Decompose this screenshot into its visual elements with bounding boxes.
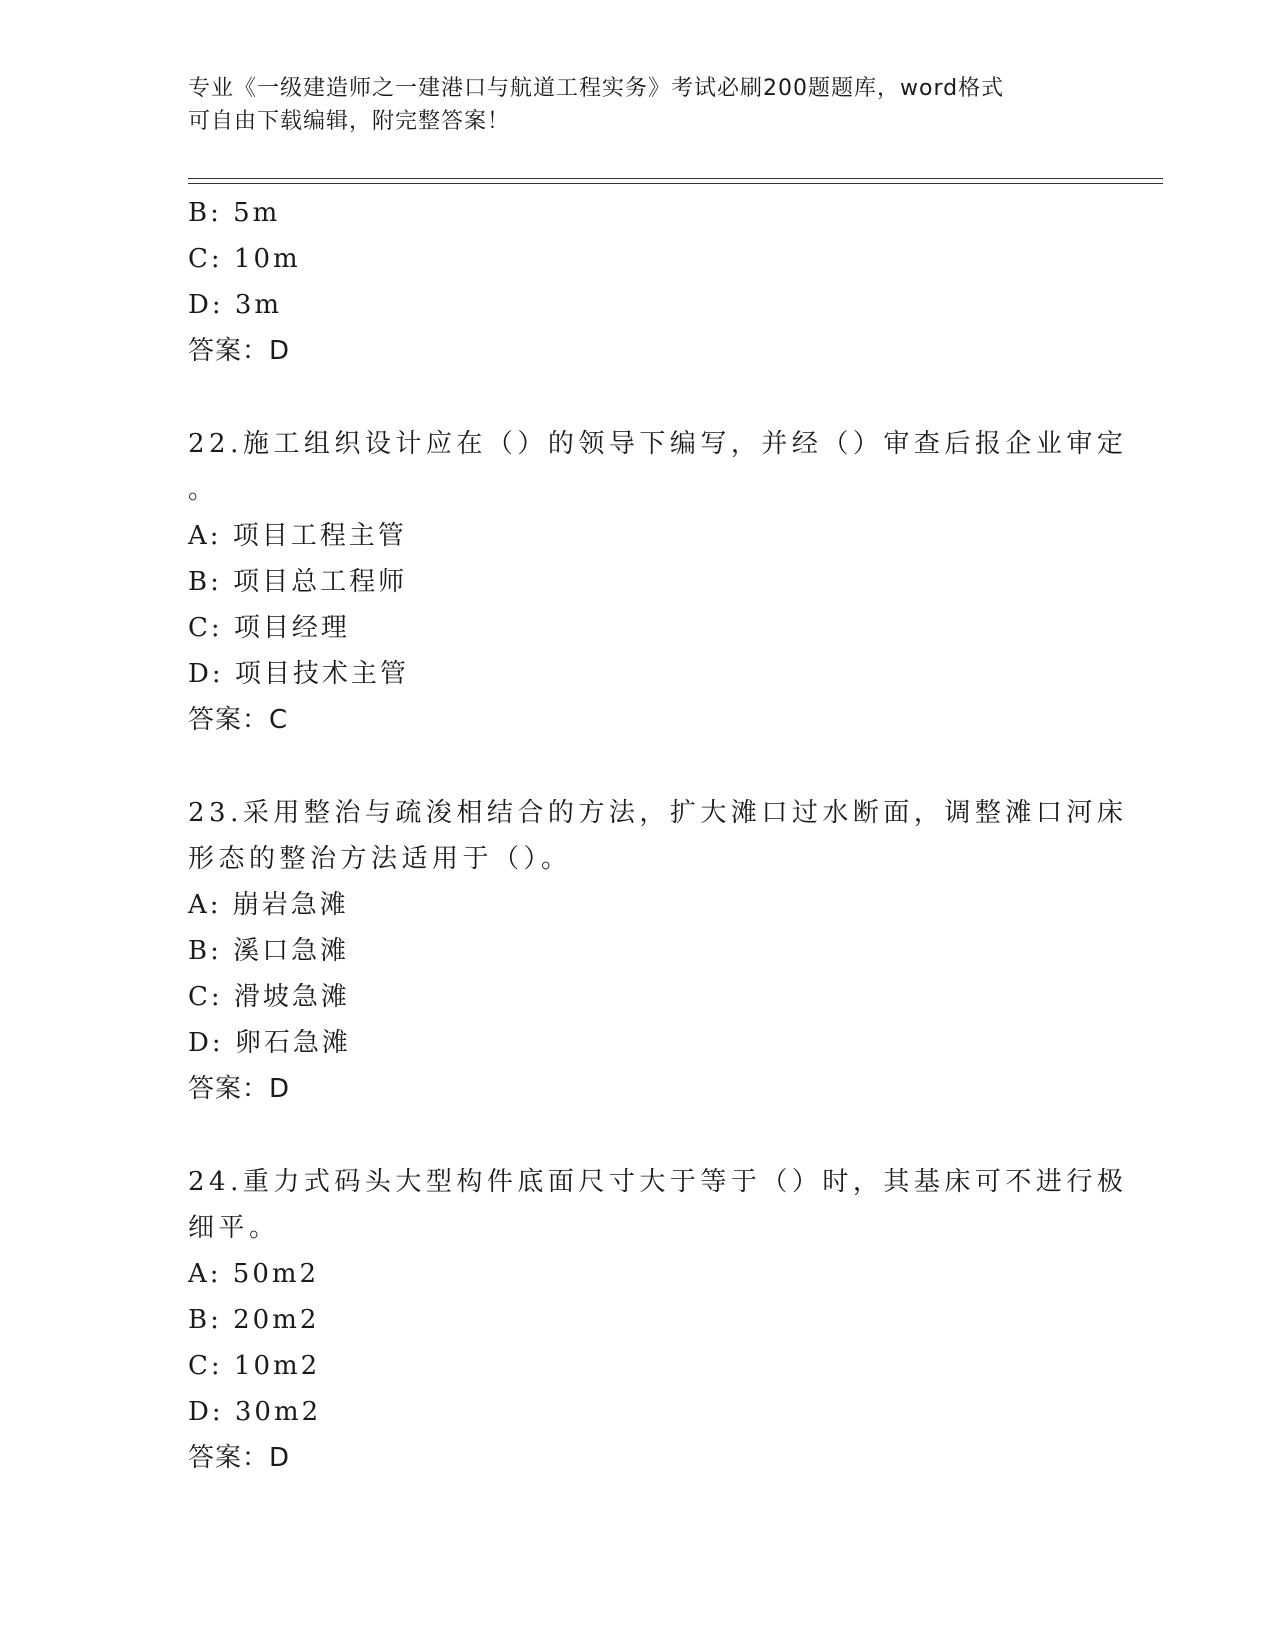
option-b: B: 项目总工程师: [188, 567, 408, 597]
header-divider-top: [188, 178, 1163, 179]
question-list: [188, 190, 1128, 1481]
header-divider-bottom: [188, 183, 1163, 184]
option-d: D: 项目技术主管: [188, 659, 409, 689]
option-c: C: 滑坡急滩: [188, 982, 350, 1012]
question-21: [188, 190, 1088, 374]
option-d: D: 3m: [188, 290, 283, 320]
option-b: B: 溪口急滩: [188, 936, 350, 966]
answer: 答案：C: [188, 705, 289, 735]
question-stem-line-2: 。: [188, 475, 219, 505]
option-b: B: 5m: [188, 198, 281, 228]
header-line-1: 专业《一级建造师之一建港口与航道工程实务》考试必刷200题题库，word格式: [188, 76, 1005, 101]
question-stem-line-2: 细平。: [188, 1213, 280, 1243]
question-24: [188, 1159, 1128, 1481]
option-c: C: 项目经理: [188, 613, 350, 643]
option-a: A: 崩岩急滩: [188, 890, 349, 920]
option-a: A: 50m2: [188, 1259, 320, 1289]
question-22: [188, 421, 1128, 743]
option-c: C: 10m2: [188, 1351, 321, 1381]
question-stem-line-2: 形态的整治方法适用于（）。: [188, 844, 572, 874]
question-stem-line-1: 23.采用整治与疏浚相结合的方法，扩大滩口过水断面，调整滩口河床: [188, 798, 1128, 828]
header-line-2: 可自由下载编辑，附完整答案！: [188, 109, 511, 134]
document-header: [188, 72, 1088, 138]
option-d: D: 30m2: [188, 1397, 322, 1427]
answer: 答案：D: [188, 336, 291, 366]
question-stem-line-1: 22.施工组织设计应在（）的领导下编写，并经（）审查后报企业审定: [188, 429, 1128, 459]
question-stem-line-1: 24.重力式码头大型构件底面尺寸大于等于（）时，其基床可不进行极: [188, 1167, 1128, 1197]
answer: 答案：D: [188, 1443, 291, 1473]
answer: 答案：D: [188, 1074, 291, 1104]
option-d: D: 卵石急滩: [188, 1028, 351, 1058]
question-23: [188, 790, 1128, 1112]
option-a: A: 项目工程主管: [188, 521, 407, 551]
option-b: B: 20m2: [188, 1305, 320, 1335]
option-c: C: 10m: [188, 244, 301, 274]
